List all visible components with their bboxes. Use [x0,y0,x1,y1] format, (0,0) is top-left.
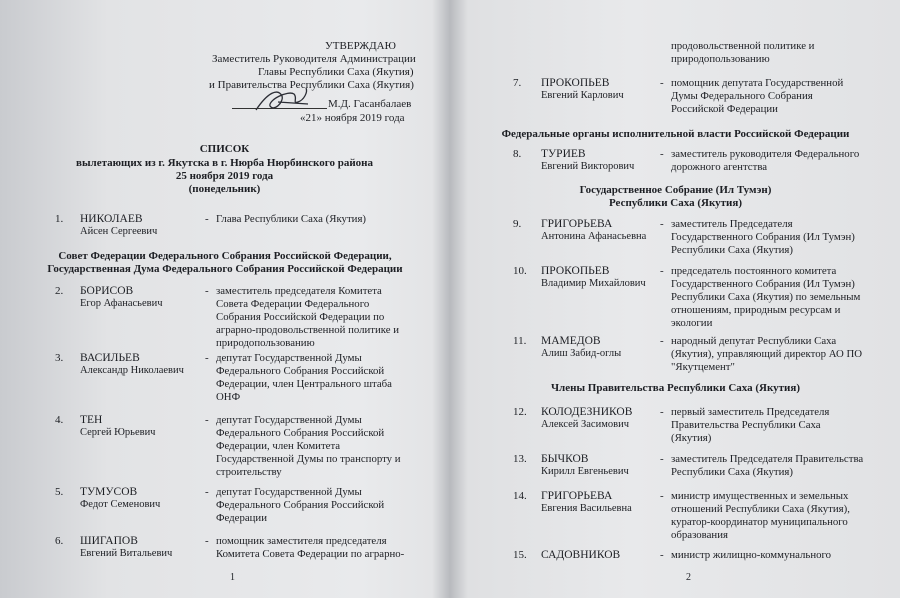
entry-description-line: образования [671,529,728,541]
entry-description-line: Республики Саха (Якутия) [671,244,793,256]
entry-description-line: экологии [671,317,713,329]
approval-signer: М.Д. Гасанбалаев [328,98,412,110]
entry-given-name: Владимир Михайлович [541,278,646,289]
entry-given-name: Евгений Карлович [541,90,624,101]
entry-dash: - [205,213,209,225]
entry-number: 5. [55,486,64,498]
entry-number: 1. [55,213,64,225]
entry-surname: НИКОЛАЕВ [80,213,143,225]
list-date: 25 ноября 2019 года [175,170,274,182]
approval-line-3: и Правительства Республики Саха (Якутия) [209,79,414,91]
entry-surname: ТУРИЕВ [541,148,586,160]
entry-description-line: народный депутат Республики Саха [671,335,837,347]
entry-description-line: заместитель руководителя Федерального [671,148,860,160]
entry-description-line: природопользованию [216,337,315,349]
list-subtitle: вылетающих из г. Якутска в г. Нюрба Нюрбинского района [76,157,373,169]
entry-number: 15. [513,549,527,561]
section-assembly-2: Республики Саха (Якутия) [608,197,743,209]
entry-dash: - [205,414,209,426]
entry-description-line: председатель постоянного комитета [671,265,837,277]
entry-dash: - [660,265,664,277]
entry-number: 11. [513,335,527,347]
entry-description-line: Правительства Республики Саха [671,419,821,431]
page-number-right: 2 [686,572,691,583]
approval-word: УТВЕРЖДАЮ [325,40,396,52]
entry-description-line: министр имущественных и земельных [671,490,849,502]
entry-number: 3. [55,352,64,364]
entry-number: 10. [513,265,527,277]
section-federation-2: Государственная Дума Федерального Собрания Российской Федерации [47,263,403,275]
entry-given-name: Александр Николаевич [80,365,184,376]
entry-surname: БОРИСОВ [80,285,134,297]
entry-given-name: Антонина Афанасьевна [541,231,647,242]
entry-given-name: Федот Семенович [80,499,161,510]
entry-dash: - [205,486,209,498]
entry-number: 6. [55,535,64,547]
entry-surname: ТУМУСОВ [80,486,138,498]
entry-number: 13. [513,453,527,465]
approval-date: «21» ноября 2019 года [300,112,405,124]
page-number-left: 1 [230,572,235,583]
entry-surname: ПРОКОПЬЕВ [541,265,610,277]
entry-description-line: строительству [216,466,282,478]
entry-description-line: депутат Государственной Думы [216,414,362,426]
entry-given-name: Евгения Васильевна [541,503,632,514]
entry-surname: ШИГАПОВ [80,535,138,547]
entry-given-name: Сергей Юрьевич [80,427,156,438]
entry-description-line: Республики Саха (Якутия) [671,466,793,478]
entry-given-name: Евгений Викторович [541,161,635,172]
entry-dash: - [660,406,664,418]
entry-description-line: Государственного Собрания (Ил Тумэн) [671,231,855,243]
entry-description-line: Комитета Совета Федерации по аграрно- [216,548,405,560]
entry-description-line: Федерального Собрания Российской [216,499,385,511]
page-right [451,0,900,598]
entry-description-line: депутат Государственной Думы [216,352,362,364]
entry-number: 9. [513,218,522,230]
entry-description-line: (Якутия), управляющий директор АО ПО [671,348,863,360]
entry-description-line: заместитель Председателя Правительства [671,453,864,465]
entry-number: 4. [55,414,64,426]
entry-description-line: помощник заместителя председателя [216,535,387,547]
entry-description-line: Думы Федерального Собрания [671,90,813,102]
entry-given-name: Егор Афанасьевич [80,298,163,309]
entry-description-line: куратор-координатор муниципального [671,516,848,528]
entry-description-line: заместитель Председателя [671,218,793,230]
approval-line-2: Главы Республики Саха (Якутия) [258,66,414,78]
entry-description-line: заместитель председателя Комитета [216,285,382,297]
entry-dash: - [660,490,664,502]
entry-description-line: "Якутцемент" [671,361,735,373]
entry-description-line: Глава Республики Саха (Якутия) [216,213,367,225]
entry-description-line: (Якутия) [671,432,712,444]
entry-surname: ГРИГОРЬЕВА [541,218,613,230]
entry-dash: - [660,453,664,465]
entry-surname: ПРОКОПЬЕВ [541,77,610,89]
section-executive: Федеральные органы исполнительной власти Российской Федерации [501,128,850,140]
entry-description-line: Российской Федерации [671,103,778,115]
entry-description-line: аграрно-продовольственной политике и [216,324,400,336]
entry-dash: - [205,285,209,297]
entry-description-line: дорожного агентства [671,161,768,173]
section-government: Члены Правительства Республики Саха (Якутия) [550,382,801,394]
entry-number: 2. [55,285,64,297]
entry-number: 14. [513,490,527,502]
approval-line-1: Заместитель Руководителя Администрации [212,53,416,65]
carryover-line-1: продовольственной политике и [671,40,815,52]
entry-number: 7. [513,77,522,89]
entry-number: 12. [513,406,527,418]
entry-description-line: ОНФ [216,391,241,403]
entry-surname: ВАСИЛЬЕВ [80,352,140,364]
entry-description-line: Федерального Собрания Российской [216,427,385,439]
entry-dash: - [660,335,664,347]
entry-description-line: помощник депутата Государственной [671,77,844,89]
entry-description-line: Республики Саха (Якутия) по земельным [671,291,861,303]
entry-dash: - [660,77,664,89]
entry-description-line: первый заместитель Председателя [671,406,830,418]
entry-number: 8. [513,148,522,160]
entry-dash: - [205,535,209,547]
entry-surname: САДОВНИКОВ [541,549,621,561]
entry-surname: ГРИГОРЬЕВА [541,490,613,502]
entry-dash: - [660,549,664,561]
entry-description-line: Собрания Российской Федерации по [216,311,385,323]
entry-description-line: Государственного Собрания (Ил Тумэн) [671,278,855,290]
entry-description-line: отношениям, природным ресурсам и [671,304,841,316]
entry-given-name: Алексей Засимович [541,419,629,430]
list-weekday: (понедельник) [188,183,261,195]
entry-description-line: Государственной Думы по транспорту и [216,453,401,465]
entry-description-line: Федерации, член Центрального штаба [216,378,392,390]
entry-dash: - [205,352,209,364]
section-federation: Совет Федерации Федерального Собрания Российской Федерации, [58,250,392,262]
entry-description-line: Совета Федерации Федерального [216,298,370,310]
entry-surname: МАМЕДОВ [541,335,601,347]
entry-description-line: министр жилищно-коммунального [671,549,832,561]
entry-description-line: депутат Государственной Думы [216,486,362,498]
section-assembly: Государственное Собрание (Ил Тумэн) [579,184,772,196]
carryover-line-2: природопользованию [671,53,770,65]
entry-surname: БЫЧКОВ [541,453,589,465]
entry-description-line: Федерации, член Комитета [216,440,341,452]
entry-given-name: Айсен Сергеевич [80,226,158,237]
page-left [0,0,449,598]
entry-description-line: Федерации [216,512,267,524]
entry-description-line: Федерального Собрания Российской [216,365,385,377]
entry-given-name: Алиш Забид-оглы [541,348,622,359]
entry-dash: - [660,148,664,160]
signature-line [232,108,327,109]
entry-given-name: Евгений Витальевич [80,548,173,559]
entry-surname: КОЛОДЕЗНИКОВ [541,406,633,418]
entry-surname: ТЕН [80,414,103,426]
entry-dash: - [660,218,664,230]
entry-description-line: отношений Республики Саха (Якутия), [671,503,850,515]
entry-given-name: Кирилл Евгеньевич [541,466,629,477]
list-title: СПИСОК [199,143,250,155]
